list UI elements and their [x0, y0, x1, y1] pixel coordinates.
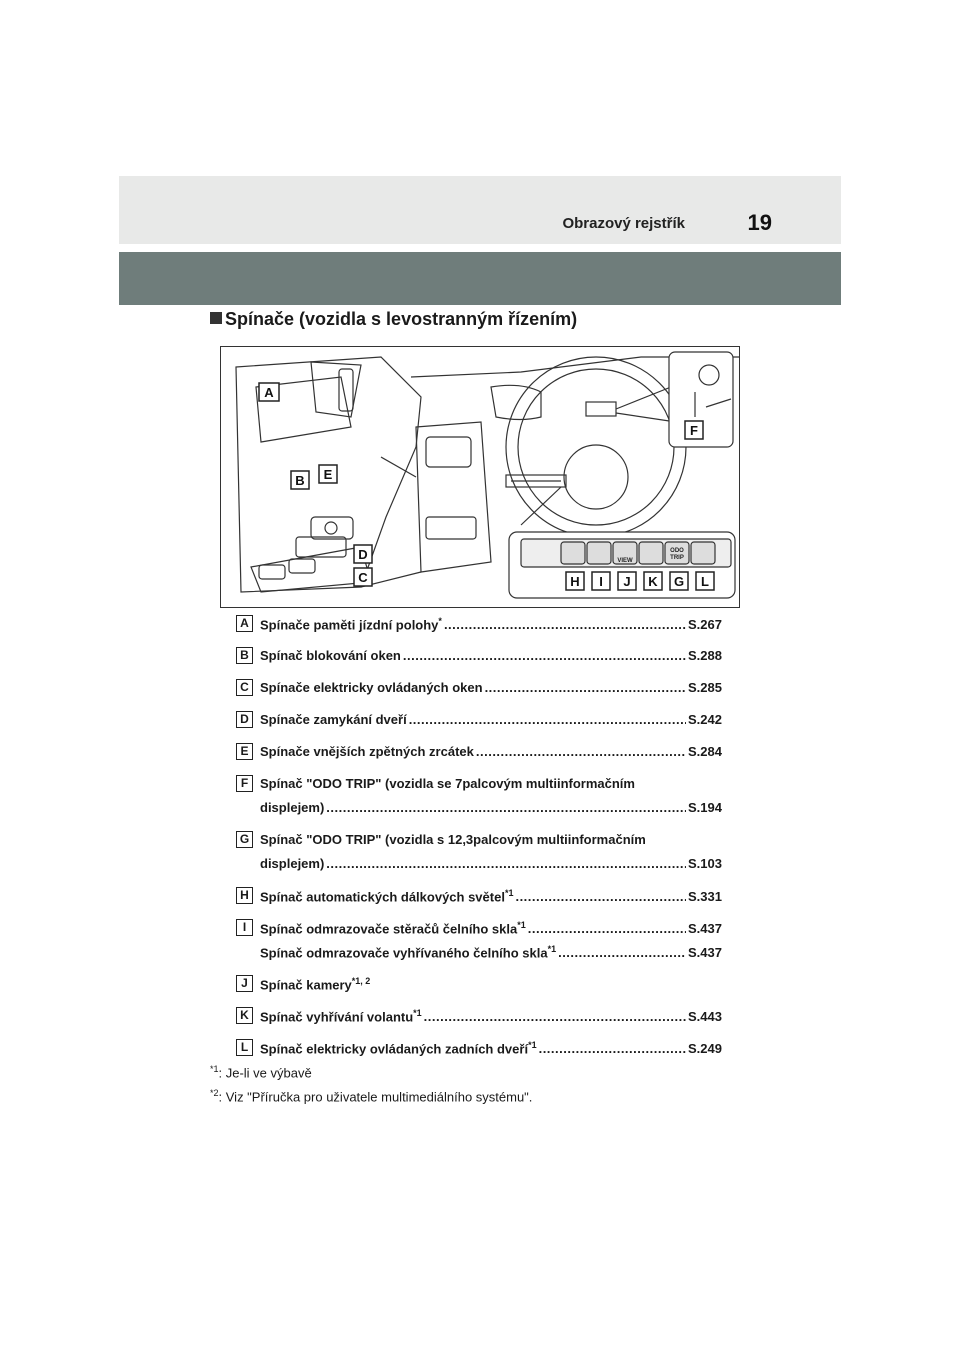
entry-letter-box: A — [236, 615, 253, 632]
entry-label: displejem) — [260, 856, 325, 871]
dot-leader — [476, 744, 686, 759]
zoom-inset — [416, 422, 491, 572]
entry-letter-box: L — [236, 1039, 253, 1056]
page-number: 19 — [747, 210, 772, 235]
entry-letter-box: E — [236, 743, 253, 760]
entry-label: Spínač elektricky ovládaných zadních dveří — [260, 1041, 529, 1057]
entry-footnote-mark: *1, 2 — [351, 976, 371, 986]
fig-label-d: D — [358, 547, 368, 562]
entry-footnote-mark: *1 — [528, 1040, 537, 1050]
entry-line — [260, 648, 722, 666]
entry-label: Spínač odmrazovače vyhřívaného čelního skla — [260, 945, 548, 961]
entry-text — [260, 744, 474, 759]
window-switch-1 — [259, 565, 285, 579]
entry-line — [260, 1040, 722, 1058]
window-switch-2 — [289, 559, 315, 573]
dot-leader — [403, 648, 686, 663]
entry-line — [260, 944, 722, 962]
entry-text — [260, 832, 646, 847]
entry-page-ref[interactable]: S.194 — [688, 800, 722, 815]
entry-line — [260, 800, 722, 818]
entry-text — [260, 1008, 422, 1024]
dot-leader — [444, 617, 686, 632]
fig-label-l: L — [701, 574, 709, 589]
odo-switch-spot — [586, 402, 616, 416]
entry-text — [260, 944, 556, 960]
entry-line — [260, 856, 722, 874]
entry-text — [260, 800, 324, 815]
entry-label: Spínač vyhřívání volantu — [260, 1009, 414, 1025]
entry-label: Spínače paměti jízdní polohy — [260, 617, 439, 633]
fig-label-c: C — [358, 570, 368, 585]
wiper-deicer-button — [587, 542, 611, 564]
entry-line — [260, 976, 722, 994]
power-door-button — [691, 542, 715, 564]
dot-leader — [326, 856, 686, 871]
entry-text — [260, 680, 483, 695]
fig-label-b: B — [295, 473, 305, 488]
entry-label: Spínače vnějších zpětných zrcátek — [260, 744, 474, 759]
odo-text: ODO — [670, 548, 684, 554]
entry-page-ref[interactable]: S.288 — [688, 648, 722, 663]
entry-line — [260, 680, 722, 698]
entry-page-ref[interactable]: S.284 — [688, 744, 722, 759]
dot-leader — [485, 680, 686, 695]
fig-label-g: G — [673, 574, 685, 589]
entry-footnote-mark: *1 — [517, 920, 526, 930]
entry-label: Spínač "ODO TRIP" (vozidla se 7palcovým multiinformačním — [260, 776, 635, 791]
entry-letter-box: I — [236, 919, 253, 936]
entry-page-ref[interactable]: S.242 — [688, 712, 722, 727]
entry-label: Spínač odmrazovače stěračů čelního skla — [260, 921, 518, 937]
dot-leader — [424, 1009, 686, 1024]
entry-letter-box: J — [236, 975, 253, 992]
dot-leader — [515, 889, 686, 904]
entry-text — [260, 776, 635, 791]
steering-wheel-outer — [506, 357, 686, 537]
entry-line — [260, 920, 722, 938]
header-title: Obrazový rejstřík — [562, 215, 685, 232]
entry-text — [260, 712, 407, 727]
trip-text: TRIP — [670, 555, 684, 561]
footnote-text: : Viz "Příručka pro uživatele multimediálního systému". — [218, 1089, 533, 1105]
page-header — [119, 176, 841, 244]
entry-line — [260, 712, 722, 730]
entry-label: Spínač automatických dálkových světel — [260, 889, 505, 905]
vent — [491, 385, 541, 419]
dot-leader — [539, 1041, 686, 1056]
entry-text — [260, 856, 324, 871]
fig-label-a: A — [264, 385, 274, 400]
bullet-square-icon — [210, 312, 222, 324]
entry-footnote-mark: *1 — [504, 888, 514, 898]
entry-letter-box: F — [236, 775, 253, 792]
fig-label-f: F — [690, 423, 698, 438]
dot-leader — [558, 945, 686, 960]
entry-footnote-mark: *1 — [413, 1008, 422, 1018]
entry-page-ref[interactable]: S.103 — [688, 856, 722, 871]
section-heading — [210, 309, 577, 330]
steering-hub — [564, 445, 628, 509]
dot-leader — [528, 921, 686, 936]
auto-high-beam-button — [561, 542, 585, 564]
fig-label-e: E — [323, 467, 333, 482]
entry-page-ref[interactable]: S.267 — [688, 617, 722, 633]
section-band — [119, 252, 841, 305]
entry-label: Spínač blokování oken — [260, 648, 401, 663]
entry-text — [260, 920, 526, 936]
entry-letter-box: K — [236, 1007, 253, 1024]
footnote-text: : Je-li ve výbavě — [218, 1065, 312, 1081]
dot-leader — [409, 712, 686, 727]
dashboard-drawing — [221, 347, 739, 607]
footnote-mark: *1 — [210, 1064, 219, 1074]
entry-page-ref[interactable]: S.249 — [688, 1041, 722, 1057]
window-switch-base — [251, 547, 371, 592]
entry-letter-box: C — [236, 679, 253, 696]
entry-letter-box: G — [236, 831, 253, 848]
entry-page-ref[interactable]: S.437 — [688, 921, 722, 937]
entry-footnote-mark: *1 — [547, 944, 557, 954]
entry-letter-box: D — [236, 711, 253, 728]
footnote-2 — [210, 1088, 532, 1104]
dot-leader — [326, 800, 686, 815]
entry-letter-box: B — [236, 647, 253, 664]
fig-label-h: H — [570, 574, 580, 589]
entry-text — [260, 616, 442, 632]
entry-page-ref[interactable]: S.285 — [688, 680, 722, 695]
entry-letter-box: H — [236, 887, 253, 904]
entry-label: Spínače elektricky ovládaných oken — [260, 680, 483, 695]
entry-text — [260, 888, 513, 904]
mirror-switch — [311, 517, 353, 539]
fig-label-k: K — [648, 574, 658, 589]
entry-text — [260, 976, 370, 992]
view-text: VIEW — [617, 558, 633, 564]
entry-label: Spínač kamery — [260, 977, 352, 993]
entry-text — [260, 648, 401, 663]
entry-page-ref[interactable]: S.437 — [688, 945, 722, 961]
entry-line — [260, 776, 722, 794]
section-heading-text: Spínače (vozidla s levostranným řízením) — [225, 309, 578, 329]
fig-label-j: J — [623, 574, 631, 589]
entry-line — [260, 616, 722, 634]
entry-line — [260, 1008, 722, 1026]
footnote-mark: *2 — [210, 1088, 219, 1098]
entry-text — [260, 1040, 537, 1056]
entry-label: displejem) — [260, 800, 325, 815]
entry-line — [260, 888, 722, 906]
entry-footnote-mark: * — [438, 616, 442, 626]
entry-label: Spínač "ODO TRIP" (vozidla s 12,3palcovým multiinformačním — [260, 832, 646, 847]
entry-line — [260, 832, 722, 850]
entry-page-ref[interactable]: S.331 — [688, 889, 722, 905]
dashboard-illustration — [220, 346, 740, 608]
entry-page-ref[interactable]: S.443 — [688, 1009, 722, 1025]
entry-line — [260, 744, 722, 762]
fig-label-i: I — [599, 574, 603, 589]
footnote-1 — [210, 1064, 312, 1080]
entry-label: Spínače zamykání dveří — [260, 712, 407, 727]
heated-wheel-button — [639, 542, 663, 564]
